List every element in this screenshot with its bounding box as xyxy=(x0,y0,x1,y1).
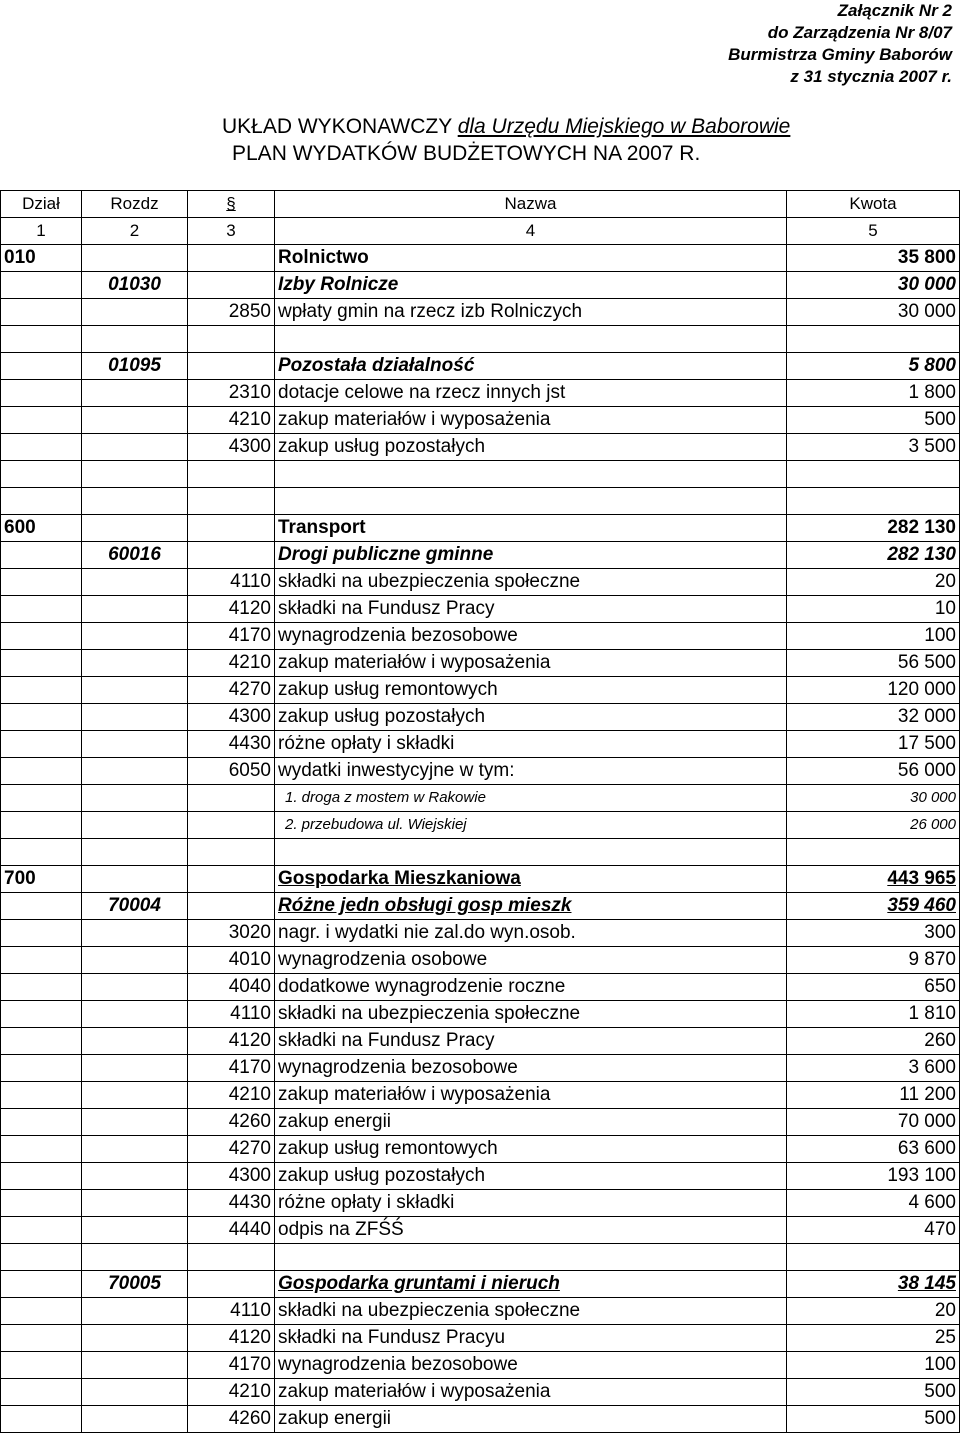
cell-kwota: 9 870 xyxy=(787,947,960,974)
cell-paragraph: 4210 xyxy=(188,1379,275,1406)
cell-kwota: 260 xyxy=(787,1028,960,1055)
cell-kwota: 282 130 xyxy=(787,542,960,569)
cell-kwota: 26 000 xyxy=(787,812,960,839)
cell-rozdz xyxy=(82,1298,188,1325)
cell-nazwa: Gospodarka Mieszkaniowa xyxy=(275,866,787,893)
cell-rozdz: 01095 xyxy=(82,353,188,380)
blank-row xyxy=(1,488,960,515)
header-rozdz: Rozdz xyxy=(82,191,188,218)
cell-rozdz xyxy=(82,1109,188,1136)
empty-cell xyxy=(1,1244,82,1271)
cell-rozdz xyxy=(82,596,188,623)
cell-kwota: 470 xyxy=(787,1217,960,1244)
cell-nazwa: Transport xyxy=(275,515,787,542)
cell-paragraph: 4010 xyxy=(188,947,275,974)
cell-dzial xyxy=(1,1055,82,1082)
attachment-line-4: z 31 stycznia 2007 r. xyxy=(790,67,952,86)
subsection-row xyxy=(1,353,960,380)
table-row xyxy=(1,380,960,407)
cell-dzial xyxy=(1,947,82,974)
table-row xyxy=(1,758,960,785)
table-row xyxy=(1,1163,960,1190)
header-paragraph xyxy=(188,191,275,218)
cell-paragraph xyxy=(188,812,275,839)
cell-nazwa: zakup usług pozostałych xyxy=(275,704,787,731)
cell-dzial xyxy=(1,1379,82,1406)
attachment-line-1: Załącznik Nr 2 xyxy=(837,1,952,20)
table-row xyxy=(1,731,960,758)
cell-rozdz xyxy=(82,407,188,434)
cell-paragraph: 4260 xyxy=(188,1109,275,1136)
cell-dzial xyxy=(1,272,82,299)
empty-cell xyxy=(82,839,188,866)
section-row xyxy=(1,515,960,542)
cell-nazwa: 2. przebudowa ul. Wiejskiej xyxy=(275,812,787,839)
cell-kwota: 63 600 xyxy=(787,1136,960,1163)
cell-paragraph xyxy=(188,893,275,920)
cell-dzial xyxy=(1,1352,82,1379)
cell-nazwa: składki na Fundusz Pracy xyxy=(275,1028,787,1055)
cell-nazwa: wynagrodzenia bezosobowe xyxy=(275,1055,787,1082)
cell-paragraph: 4110 xyxy=(188,1298,275,1325)
table-row xyxy=(1,650,960,677)
table-row xyxy=(1,623,960,650)
empty-cell xyxy=(188,488,275,515)
cell-nazwa: Izby Rolnicze xyxy=(275,272,787,299)
cell-dzial xyxy=(1,920,82,947)
cell-kwota: 10 xyxy=(787,596,960,623)
cell-rozdz xyxy=(82,299,188,326)
cell-rozdz xyxy=(82,515,188,542)
cell-nazwa: zakup materiałów i wyposażenia xyxy=(275,650,787,677)
cell-rozdz: 60016 xyxy=(82,542,188,569)
table-row xyxy=(1,1109,960,1136)
title-unit: dla Urzędu Miejskiego w Baborowie xyxy=(457,115,791,138)
subsection-row xyxy=(1,272,960,299)
cell-rozdz xyxy=(82,650,188,677)
paragraph-icon: § xyxy=(226,194,236,213)
cell-kwota: 500 xyxy=(787,407,960,434)
table-row xyxy=(1,434,960,461)
cell-kwota: 70 000 xyxy=(787,1109,960,1136)
cell-paragraph xyxy=(188,1271,275,1298)
cell-nazwa: składki na Fundusz Pracy xyxy=(275,596,787,623)
table-header-row xyxy=(1,191,960,218)
empty-cell xyxy=(1,461,82,488)
empty-cell xyxy=(275,839,787,866)
header-dzial: Dział xyxy=(1,191,82,218)
cell-rozdz xyxy=(82,1379,188,1406)
cell-rozdz: 70005 xyxy=(82,1271,188,1298)
cell-paragraph: 4210 xyxy=(188,1082,275,1109)
cell-rozdz xyxy=(82,812,188,839)
cell-rozdz xyxy=(82,1352,188,1379)
cell-paragraph: 4040 xyxy=(188,974,275,1001)
cell-rozdz xyxy=(82,785,188,812)
cell-dzial xyxy=(1,380,82,407)
col-number-4: 4 xyxy=(275,218,787,245)
cell-nazwa: zakup materiałów i wyposażenia xyxy=(275,407,787,434)
cell-paragraph xyxy=(188,866,275,893)
cell-paragraph: 4210 xyxy=(188,407,275,434)
cell-kwota: 35 800 xyxy=(787,245,960,272)
cell-nazwa: składki na ubezpieczenia społeczne xyxy=(275,1001,787,1028)
cell-nazwa: wpłaty gmin na rzecz izb Rolniczych xyxy=(275,299,787,326)
cell-dzial xyxy=(1,1406,82,1433)
cell-dzial xyxy=(1,1271,82,1298)
table-row xyxy=(1,1379,960,1406)
cell-nazwa: zakup usług remontowych xyxy=(275,677,787,704)
cell-kwota: 500 xyxy=(787,1406,960,1433)
subsection-row xyxy=(1,542,960,569)
table-row xyxy=(1,920,960,947)
cell-dzial xyxy=(1,1217,82,1244)
cell-paragraph: 4110 xyxy=(188,569,275,596)
cell-paragraph: 6050 xyxy=(188,758,275,785)
cell-nazwa: zakup energii xyxy=(275,1109,787,1136)
cell-rozdz xyxy=(82,1082,188,1109)
cell-nazwa: wynagrodzenia bezosobowe xyxy=(275,623,787,650)
cell-dzial xyxy=(1,542,82,569)
cell-dzial xyxy=(1,1109,82,1136)
cell-kwota: 193 100 xyxy=(787,1163,960,1190)
cell-paragraph xyxy=(188,245,275,272)
cell-dzial xyxy=(1,731,82,758)
cell-dzial xyxy=(1,1082,82,1109)
cell-kwota: 359 460 xyxy=(787,893,960,920)
empty-cell xyxy=(787,1244,960,1271)
cell-dzial xyxy=(1,596,82,623)
cell-paragraph: 4210 xyxy=(188,650,275,677)
blank-row xyxy=(1,461,960,488)
header-kwota: Kwota xyxy=(787,191,960,218)
cell-kwota: 5 800 xyxy=(787,353,960,380)
cell-nazwa: zakup energii xyxy=(275,1406,787,1433)
attachment-line-3: Burmistrza Gminy Baborów xyxy=(728,45,952,64)
cell-paragraph: 4440 xyxy=(188,1217,275,1244)
cell-dzial xyxy=(1,1325,82,1352)
cell-rozdz xyxy=(82,677,188,704)
cell-rozdz xyxy=(82,434,188,461)
cell-paragraph: 4120 xyxy=(188,1028,275,1055)
empty-cell xyxy=(188,326,275,353)
cell-kwota: 500 xyxy=(787,1379,960,1406)
col-number-1: 1 xyxy=(1,218,82,245)
document-title xyxy=(222,114,790,140)
cell-dzial xyxy=(1,1163,82,1190)
cell-paragraph: 4270 xyxy=(188,677,275,704)
cell-nazwa: zakup usług pozostałych xyxy=(275,434,787,461)
cell-nazwa: 1. droga z mostem w Rakowie xyxy=(275,785,787,812)
empty-cell xyxy=(275,461,787,488)
cell-nazwa: wynagrodzenia bezosobowe xyxy=(275,1352,787,1379)
empty-cell xyxy=(82,461,188,488)
empty-cell xyxy=(787,461,960,488)
table-row xyxy=(1,1082,960,1109)
cell-dzial xyxy=(1,1190,82,1217)
note-row xyxy=(1,812,960,839)
table-row xyxy=(1,677,960,704)
cell-dzial xyxy=(1,1298,82,1325)
cell-rozdz: 70004 xyxy=(82,893,188,920)
cell-paragraph: 4120 xyxy=(188,596,275,623)
empty-cell xyxy=(1,326,82,353)
cell-dzial: 700 xyxy=(1,866,82,893)
cell-paragraph xyxy=(188,542,275,569)
title-prefix: UKŁAD WYKONAWCZY xyxy=(222,115,458,138)
cell-kwota: 30 000 xyxy=(787,299,960,326)
cell-paragraph xyxy=(188,515,275,542)
cell-nazwa: różne opłaty i składki xyxy=(275,1190,787,1217)
cell-kwota: 650 xyxy=(787,974,960,1001)
cell-rozdz xyxy=(82,1325,188,1352)
cell-nazwa: wynagrodzenia osobowe xyxy=(275,947,787,974)
cell-rozdz xyxy=(82,947,188,974)
col-number-3: 3 xyxy=(188,218,275,245)
subsection-row xyxy=(1,1271,960,1298)
cell-rozdz xyxy=(82,920,188,947)
cell-paragraph: 4430 xyxy=(188,1190,275,1217)
cell-rozdz xyxy=(82,1001,188,1028)
cell-kwota: 38 145 xyxy=(787,1271,960,1298)
empty-cell xyxy=(787,326,960,353)
cell-paragraph: 4170 xyxy=(188,1055,275,1082)
cell-kwota: 11 200 xyxy=(787,1082,960,1109)
cell-nazwa: dodatkowe wynagrodzenie roczne xyxy=(275,974,787,1001)
cell-dzial xyxy=(1,704,82,731)
cell-rozdz xyxy=(82,1028,188,1055)
empty-cell xyxy=(275,326,787,353)
attachment-note xyxy=(652,0,952,88)
cell-paragraph xyxy=(188,272,275,299)
cell-nazwa: odpis na ZFŚŚ xyxy=(275,1217,787,1244)
cell-kwota: 56 000 xyxy=(787,758,960,785)
empty-cell xyxy=(82,326,188,353)
cell-nazwa: składki na ubezpieczenia społeczne xyxy=(275,569,787,596)
cell-nazwa: składki na Fundusz Pracyu xyxy=(275,1325,787,1352)
cell-rozdz xyxy=(82,974,188,1001)
empty-cell xyxy=(1,488,82,515)
cell-nazwa: zakup usług pozostałych xyxy=(275,1163,787,1190)
cell-paragraph: 4110 xyxy=(188,1001,275,1028)
cell-nazwa: Pozostała działalność xyxy=(275,353,787,380)
cell-rozdz xyxy=(82,866,188,893)
cell-kwota: 3 500 xyxy=(787,434,960,461)
empty-cell xyxy=(1,839,82,866)
cell-paragraph: 4120 xyxy=(188,1325,275,1352)
section-row xyxy=(1,245,960,272)
cell-kwota: 282 130 xyxy=(787,515,960,542)
cell-dzial xyxy=(1,299,82,326)
cell-nazwa: zakup usług remontowych xyxy=(275,1136,787,1163)
cell-nazwa: zakup materiałów i wyposażenia xyxy=(275,1379,787,1406)
table-row xyxy=(1,407,960,434)
cell-dzial xyxy=(1,974,82,1001)
cell-paragraph: 4270 xyxy=(188,1136,275,1163)
col-number-5: 5 xyxy=(787,218,960,245)
cell-kwota: 4 600 xyxy=(787,1190,960,1217)
empty-cell xyxy=(787,488,960,515)
cell-kwota: 32 000 xyxy=(787,704,960,731)
blank-row xyxy=(1,326,960,353)
cell-rozdz xyxy=(82,1190,188,1217)
empty-cell xyxy=(82,488,188,515)
cell-nazwa: Drogi publiczne gminne xyxy=(275,542,787,569)
cell-dzial: 600 xyxy=(1,515,82,542)
cell-rozdz xyxy=(82,758,188,785)
table-row xyxy=(1,299,960,326)
cell-rozdz xyxy=(82,569,188,596)
table-row xyxy=(1,1406,960,1433)
cell-rozdz xyxy=(82,623,188,650)
section-row xyxy=(1,866,960,893)
table-row xyxy=(1,1325,960,1352)
table-row xyxy=(1,1055,960,1082)
cell-kwota: 100 xyxy=(787,1352,960,1379)
table-row xyxy=(1,596,960,623)
cell-dzial xyxy=(1,677,82,704)
blank-row xyxy=(1,1244,960,1271)
cell-rozdz: 01030 xyxy=(82,272,188,299)
cell-nazwa: dotacje celowe na rzecz innych jst xyxy=(275,380,787,407)
col-number-2: 2 xyxy=(82,218,188,245)
document-subtitle: PLAN WYDATKÓW BUDŻETOWYCH NA 2007 R. xyxy=(232,142,701,165)
cell-nazwa: wydatki inwestycyjne w tym: xyxy=(275,758,787,785)
cell-rozdz xyxy=(82,1163,188,1190)
cell-kwota: 100 xyxy=(787,623,960,650)
cell-dzial xyxy=(1,623,82,650)
cell-kwota: 120 000 xyxy=(787,677,960,704)
table-row xyxy=(1,569,960,596)
cell-rozdz xyxy=(82,704,188,731)
cell-nazwa: Rolnictwo xyxy=(275,245,787,272)
cell-paragraph: 4300 xyxy=(188,1163,275,1190)
cell-paragraph: 4170 xyxy=(188,623,275,650)
cell-paragraph: 4170 xyxy=(188,1352,275,1379)
cell-paragraph: 4300 xyxy=(188,704,275,731)
cell-nazwa: nagr. i wydatki nie zal.do wyn.osob. xyxy=(275,920,787,947)
cell-dzial: 010 xyxy=(1,245,82,272)
cell-kwota: 30 000 xyxy=(787,785,960,812)
cell-rozdz xyxy=(82,1136,188,1163)
table-row xyxy=(1,704,960,731)
cell-kwota: 1 800 xyxy=(787,380,960,407)
cell-kwota: 20 xyxy=(787,1298,960,1325)
table-number-row xyxy=(1,218,960,245)
cell-paragraph: 4260 xyxy=(188,1406,275,1433)
cell-dzial xyxy=(1,812,82,839)
cell-dzial xyxy=(1,569,82,596)
cell-rozdz xyxy=(82,1406,188,1433)
cell-kwota: 17 500 xyxy=(787,731,960,758)
cell-dzial xyxy=(1,893,82,920)
cell-dzial xyxy=(1,1136,82,1163)
empty-cell xyxy=(188,461,275,488)
cell-rozdz xyxy=(82,380,188,407)
cell-nazwa: zakup materiałów i wyposażenia xyxy=(275,1082,787,1109)
cell-nazwa: składki na ubezpieczenia społeczne xyxy=(275,1298,787,1325)
cell-dzial xyxy=(1,1001,82,1028)
cell-dzial xyxy=(1,785,82,812)
cell-kwota: 25 xyxy=(787,1325,960,1352)
cell-rozdz xyxy=(82,1217,188,1244)
cell-dzial xyxy=(1,353,82,380)
expenditure-table xyxy=(0,190,960,1433)
empty-cell xyxy=(275,1244,787,1271)
cell-paragraph: 4300 xyxy=(188,434,275,461)
cell-kwota: 300 xyxy=(787,920,960,947)
table-row xyxy=(1,1190,960,1217)
empty-cell xyxy=(188,839,275,866)
cell-kwota: 3 600 xyxy=(787,1055,960,1082)
cell-paragraph: 2310 xyxy=(188,380,275,407)
cell-rozdz xyxy=(82,731,188,758)
attachment-line-2: do Zarządzenia Nr 8/07 xyxy=(767,23,952,42)
cell-dzial xyxy=(1,1028,82,1055)
cell-kwota: 30 000 xyxy=(787,272,960,299)
empty-cell xyxy=(275,488,787,515)
cell-rozdz xyxy=(82,1055,188,1082)
table-row xyxy=(1,1352,960,1379)
cell-kwota: 1 810 xyxy=(787,1001,960,1028)
subsection-row xyxy=(1,893,960,920)
cell-dzial xyxy=(1,434,82,461)
cell-dzial xyxy=(1,650,82,677)
cell-paragraph xyxy=(188,353,275,380)
table-row xyxy=(1,947,960,974)
cell-paragraph: 2850 xyxy=(188,299,275,326)
note-row xyxy=(1,785,960,812)
empty-cell xyxy=(188,1244,275,1271)
table-row xyxy=(1,1136,960,1163)
cell-rozdz xyxy=(82,245,188,272)
cell-dzial xyxy=(1,758,82,785)
table-row xyxy=(1,1028,960,1055)
cell-nazwa: Gospodarka gruntami i nieruch xyxy=(275,1271,787,1298)
empty-cell xyxy=(82,1244,188,1271)
cell-paragraph xyxy=(188,785,275,812)
cell-paragraph: 4430 xyxy=(188,731,275,758)
cell-dzial xyxy=(1,407,82,434)
cell-kwota: 56 500 xyxy=(787,650,960,677)
cell-paragraph: 3020 xyxy=(188,920,275,947)
blank-row xyxy=(1,839,960,866)
table-row xyxy=(1,1298,960,1325)
table-row xyxy=(1,1217,960,1244)
table-row xyxy=(1,1001,960,1028)
cell-nazwa: różne opłaty i składki xyxy=(275,731,787,758)
cell-kwota: 443 965 xyxy=(787,866,960,893)
header-nazwa: Nazwa xyxy=(275,191,787,218)
table-row xyxy=(1,974,960,1001)
cell-nazwa: Różne jedn obsługi gosp mieszk xyxy=(275,893,787,920)
cell-kwota: 20 xyxy=(787,569,960,596)
empty-cell xyxy=(787,839,960,866)
